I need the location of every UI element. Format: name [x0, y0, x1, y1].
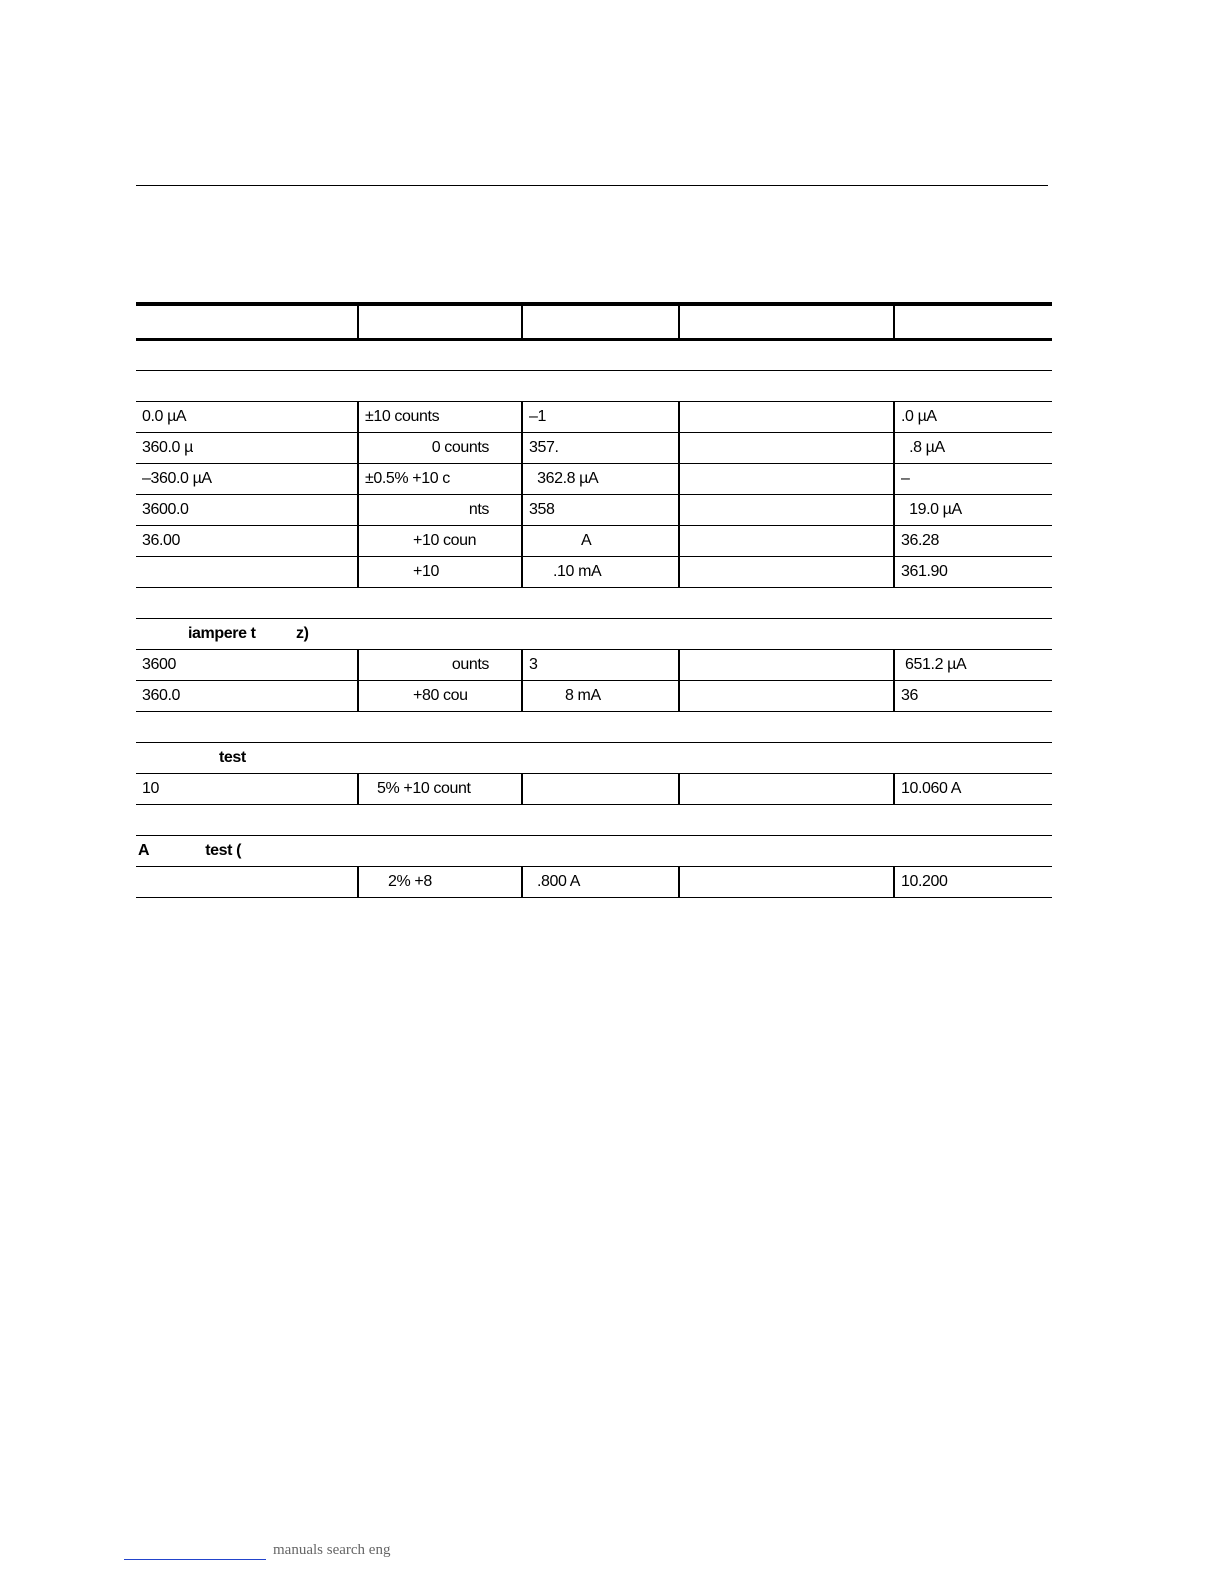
blank-row	[136, 804, 1052, 835]
cell: 10.200	[894, 866, 1052, 897]
table-row	[136, 866, 1052, 897]
cell	[679, 649, 894, 680]
cell: 36.28	[894, 525, 1052, 556]
header-cell	[522, 304, 679, 339]
blank-row	[136, 370, 1052, 401]
cell	[679, 866, 894, 897]
section-label: A test (	[136, 835, 1052, 866]
blank-row	[136, 587, 1052, 618]
cell: 358	[522, 494, 679, 525]
section-label: test	[136, 742, 1052, 773]
cell: 3600.0	[136, 494, 358, 525]
cell	[679, 494, 894, 525]
header-cell	[894, 304, 1052, 339]
cell	[679, 401, 894, 432]
cell	[136, 556, 358, 587]
table-row	[136, 401, 1052, 432]
cell: 10.060 A	[894, 773, 1052, 804]
blank-row	[136, 711, 1052, 742]
section-row	[136, 742, 1052, 773]
cell: 361.90	[894, 556, 1052, 587]
cell	[522, 773, 679, 804]
cell: .800 A	[522, 866, 679, 897]
cell: 36.00	[136, 525, 358, 556]
cell	[679, 432, 894, 463]
cell: +10	[358, 556, 522, 587]
cell: 360.0 µ	[136, 432, 358, 463]
cell: ±10 counts	[358, 401, 522, 432]
cell: 651.2 µA	[894, 649, 1052, 680]
cell: 5% +10 count	[358, 773, 522, 804]
table-row	[136, 680, 1052, 711]
cell: –360.0 µA	[136, 463, 358, 494]
cell	[679, 525, 894, 556]
cell: 3600	[136, 649, 358, 680]
cell	[136, 866, 358, 897]
table-row	[136, 494, 1052, 525]
cell: 10	[136, 773, 358, 804]
table-row	[136, 463, 1052, 494]
table-row	[136, 525, 1052, 556]
cell: .10 mA	[522, 556, 679, 587]
cell: 0.0 µA	[136, 401, 358, 432]
cell: .8 µA	[894, 432, 1052, 463]
cell	[679, 556, 894, 587]
cell	[679, 680, 894, 711]
section-label: iampere t z)	[136, 618, 1052, 649]
table-row	[136, 649, 1052, 680]
cell: A	[522, 525, 679, 556]
table-header-row	[136, 304, 1052, 339]
cell: 36	[894, 680, 1052, 711]
cell: 3	[522, 649, 679, 680]
cell: .0 µA	[894, 401, 1052, 432]
cell: 8 mA	[522, 680, 679, 711]
footer-link-underline[interactable]	[124, 1559, 266, 1560]
section-row	[136, 835, 1052, 866]
cell: ounts	[358, 649, 522, 680]
blank-row	[136, 339, 1052, 370]
table-row	[136, 432, 1052, 463]
cell: 362.8 µA	[522, 463, 679, 494]
header-cell	[358, 304, 522, 339]
table-row	[136, 773, 1052, 804]
cell: +80 cou	[358, 680, 522, 711]
footer-text: manuals search eng	[273, 1542, 391, 1558]
spec-table	[136, 302, 1052, 898]
top-rule	[136, 185, 1048, 186]
cell: 19.0 µA	[894, 494, 1052, 525]
cell: 0 counts	[358, 432, 522, 463]
cell: nts	[358, 494, 522, 525]
cell: +10 coun	[358, 525, 522, 556]
table-row	[136, 556, 1052, 587]
cell: –	[894, 463, 1052, 494]
section-row	[136, 618, 1052, 649]
cell: 357.	[522, 432, 679, 463]
header-cell	[136, 304, 358, 339]
cell: 360.0	[136, 680, 358, 711]
cell	[679, 463, 894, 494]
cell: ±0.5% +10 c	[358, 463, 522, 494]
header-cell	[679, 304, 894, 339]
cell: –1	[522, 401, 679, 432]
cell	[679, 773, 894, 804]
cell: 2% +8	[358, 866, 522, 897]
